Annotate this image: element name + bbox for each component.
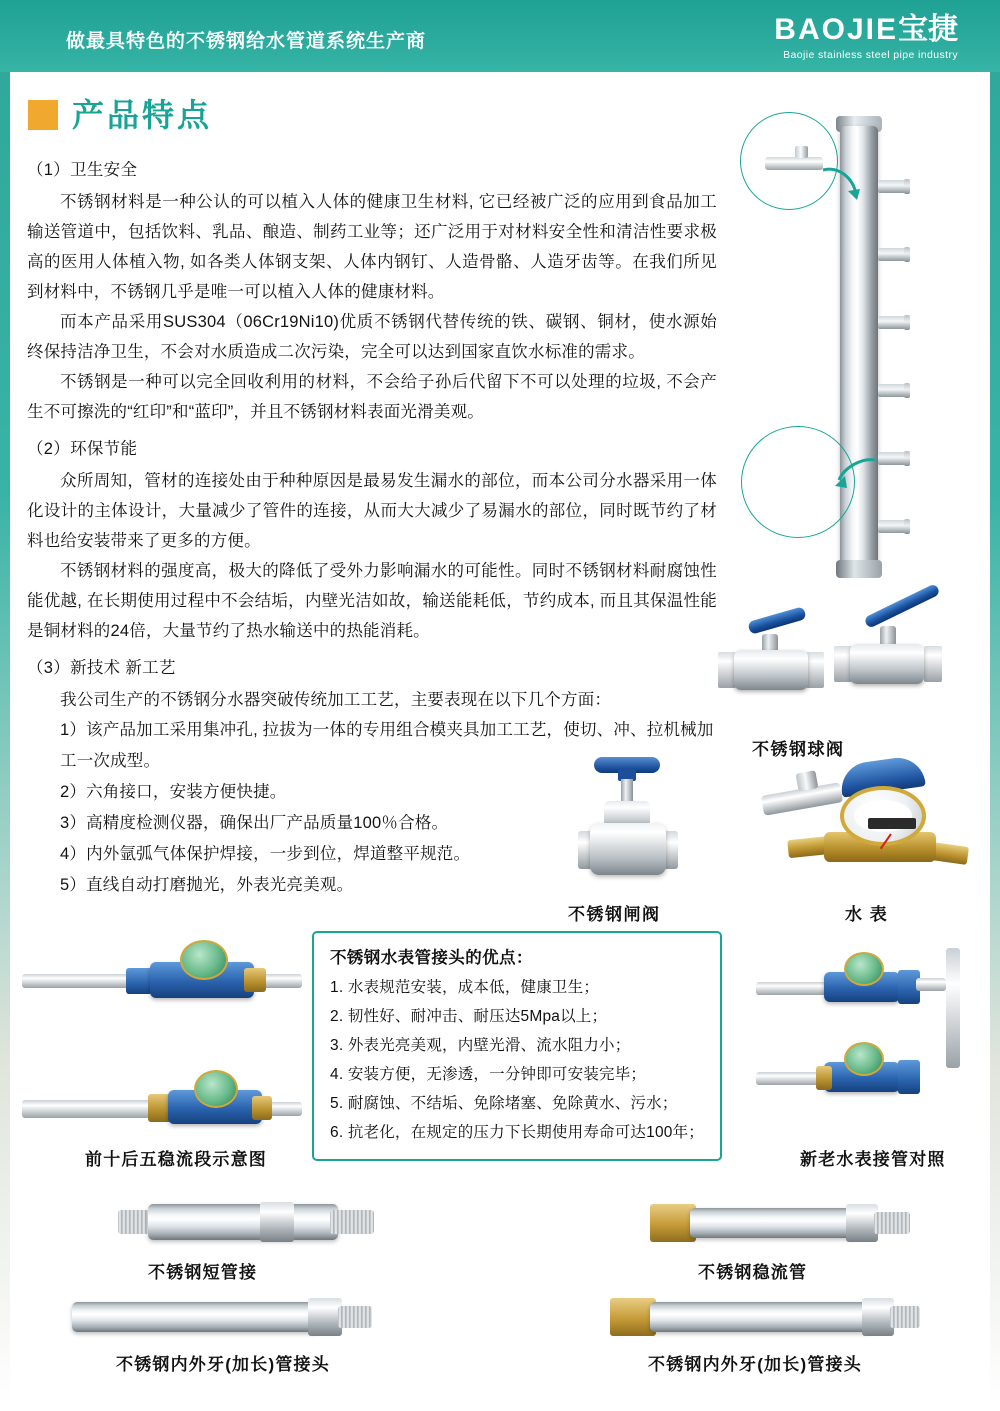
manifold-outlet-3 [878,316,905,329]
manifold-photo [735,108,985,578]
advantage-item-6: 6. 抗老化，在规定的压力下长期使用寿命可达100年； [330,1124,704,1141]
caption-water-meter: 水 表 [845,905,889,924]
caption-long-joint-right: 不锈钢内外牙(加长)管接头 [648,1355,862,1374]
ball-valve-photo-1 [718,612,828,707]
section-1-paragraph-1: 不锈钢材料是一种公认的可以植入人体的健康卫生材料, 它已经被广泛的应用到食品加工输送管道中，包括饮料、乳品、酿造、制药工业等；还广泛用于对材料安全性和清洁性要求极高的医用人体植入物, 如各类人体钢支架、人体内钢钉、人造骨骼、人造牙齿等。在我们所见到材料中，不锈钢几乎是唯一可以植入人体的健康材料。 [27,193,717,301]
logo-wordmark-cn: 宝捷 [898,13,958,46]
ball-valve-2-lever [863,583,940,629]
page-right-edge-decoration [990,0,1000,1411]
section-3-item-4: 4）内外氩弧气体保护焊接，一步到位，焊道整平规范。 [60,845,471,863]
section-1-paragraph-3: 不锈钢是一种可以完全回收利用的材料，不会给子孙后代留下不可以处理的垃圾, 不会产生不可擦洗的“红印”和“蓝印”，并且不锈钢材料表面光滑美观。 [27,373,717,421]
advantage-item-1: 1. 水表规范安装，成本低，健康卫生； [330,979,600,996]
compare-assembly-old [756,1038,968,1128]
section-1-paragraph-2: 而本产品采用SUS304（06Cr19Ni10)优质不锈钢代替传统的铁、碳钢、铜材，使水源始终保持洁净卫生，不会对水质造成二次污染，完全可以达到国家直饮水标准的需求。 [27,313,717,361]
compare-new-meter-cap [844,952,884,986]
flow-top-brass-nut [244,968,266,992]
water-meter-dial [840,786,926,846]
compare-old-brass-nut [816,1066,832,1090]
manifold-outlet-2 [878,248,905,261]
title-square-icon [28,100,58,130]
flow-top-left-coupling [126,968,152,994]
page-left-edge-decoration [0,0,10,1411]
long-joint-right-thread [890,1306,920,1328]
manifold-outlet-5 [878,452,905,465]
compare-old-meter-cap [844,1042,884,1076]
steady-pipe-photo [650,1196,910,1248]
short-nipple-right-thread [330,1210,374,1234]
long-joint-right-photo [610,1290,920,1342]
page-title-row [28,98,212,132]
manifold-bottom-cap [836,560,882,578]
advantage-item-5: 5. 耐腐蚀、不结垢、免除堵塞、免除黄水、污水； [330,1095,678,1112]
flow-bottom-meter-cap [194,1070,238,1108]
callout-circle-top [740,112,838,210]
gate-valve-photo [578,757,678,887]
logo-wordmark-en: BAOJIE [774,13,898,46]
section-3-item-1: 1）该产品加工采用集冲孔, 拉拔为一体的专用组合模夹具加工工艺，使切、冲、拉机械加工一次成型。 [60,721,714,770]
compare-old-valve [898,1060,920,1094]
steady-pipe-thread [874,1212,910,1234]
ball-valve-2-right-port [924,646,942,682]
header-slogan: 做最具特色的不锈钢给水管道系统生产商 [66,31,427,52]
ball-valve-2-body [850,644,924,684]
flow-assembly-top [22,940,302,1020]
short-nipple-hex [260,1202,294,1242]
ball-valve-photo-2 [828,600,953,708]
section-3-item-5: 5）直线自动打磨抛光，外表光亮美观。 [60,876,354,894]
caption-short-nipple: 不锈钢短管接 [148,1263,258,1282]
callout-detail-tee-top [765,157,823,170]
water-meter-photo [788,760,968,890]
advantage-item-2: 2. 韧性好、耐冲击、耐压达5Mpa以上； [330,1008,608,1025]
caption-steady-pipe: 不锈钢稳流管 [698,1263,808,1282]
compare-new-left-pipe [756,982,830,995]
long-joint-left-hex [308,1298,342,1336]
ball-valve-1-right-port [806,652,824,688]
gate-valve-body [590,823,666,875]
manifold-outlet-1 [878,180,905,193]
steady-pipe-body [690,1208,860,1238]
flow-assembly-bottom [22,1060,302,1150]
section-3-item-2: 2）六角接口，安装方便快捷。 [60,783,287,801]
compare-assembly-new [756,948,968,1024]
long-joint-left-photo [72,1290,372,1342]
ball-valve-1-lever [747,606,806,634]
section-3-paragraph-1: 我公司生产的不锈钢分水器突破传统加工工艺，主要表现在以下几个方面： [60,691,612,709]
short-nipple-body [148,1204,338,1240]
ball-valve-2-stem [880,626,896,646]
section-2-paragraph-2: 不锈钢材料的强度高，极大的降低了受外力影响漏水的可能性。同时不锈钢材料耐腐蚀性能优越, 在长期使用过程中不会结垢，内壁光洁如故，输送能耗低，节约成本, 而且其保温性能是铜材料的24倍，大量节约了热水输送中的热能消耗。 [27,562,717,640]
section-2-paragraph-1: 众所周知，管材的连接处由于种种原因是最易发生漏水的部位，而本公司分水器采用一体化设计的主体设计，大量减少了管件的连接，从而大大减少了易漏水的部位，同时既节约了材料也给安装带来了更多的方便。 [27,472,717,550]
compare-new-right-pipe [916,978,946,991]
long-joint-left-thread [338,1306,372,1328]
caption-ball-valve: 不锈钢球阀 [752,740,845,759]
long-joint-left-body [72,1302,322,1332]
logo-wordmark [774,14,958,46]
flow-bottom-brass-nut-right [252,1096,272,1120]
ball-valve-1-body [734,650,808,690]
page-title: 产品特点 [72,97,213,133]
flow-bottom-left-pipe [22,1100,156,1118]
company-logo [774,14,958,61]
page-header [0,0,1000,72]
logo-tagline: Baojie stainless steel pipe industry [783,49,958,61]
section-heading-3: （3）新技术 新工艺 [27,659,176,677]
advantages-box [312,931,722,1161]
water-meter-digits [868,818,916,829]
section-heading-2: （2）环保节能 [27,440,138,458]
caption-gate-valve: 不锈钢闸阀 [568,905,661,924]
short-nipple-photo [118,1196,378,1248]
manifold-outlet-4 [878,384,905,397]
caption-meter-compare: 新老水表接管对照 [800,1150,946,1169]
manifold-outlet-6 [878,520,905,533]
page-bottom-edge-decoration [0,1401,1000,1411]
flow-top-left-pipe [22,974,132,988]
long-joint-right-body [650,1302,874,1332]
advantages-title: 不锈钢水表管接头的优点： [330,949,533,967]
flow-top-meter-cap [180,940,228,980]
section-heading-1: （1）卫生安全 [27,161,138,179]
water-meter-dial-face [854,800,912,832]
caption-long-joint-left: 不锈钢内外牙(加长)管接头 [116,1355,330,1374]
advantage-item-4: 4. 安装方便，无渗透，一分钟即可安装完毕； [330,1066,647,1083]
advantage-item-3: 3. 外表光亮美观，内壁光滑、流水阻力小； [330,1037,631,1054]
callout-circle-bottom [741,426,855,538]
caption-flow-diagram: 前十后五稳流段示意图 [85,1150,267,1169]
section-3-item-3: 3）高精度检测仪器，确保出厂产品质量100％合格。 [60,814,449,832]
